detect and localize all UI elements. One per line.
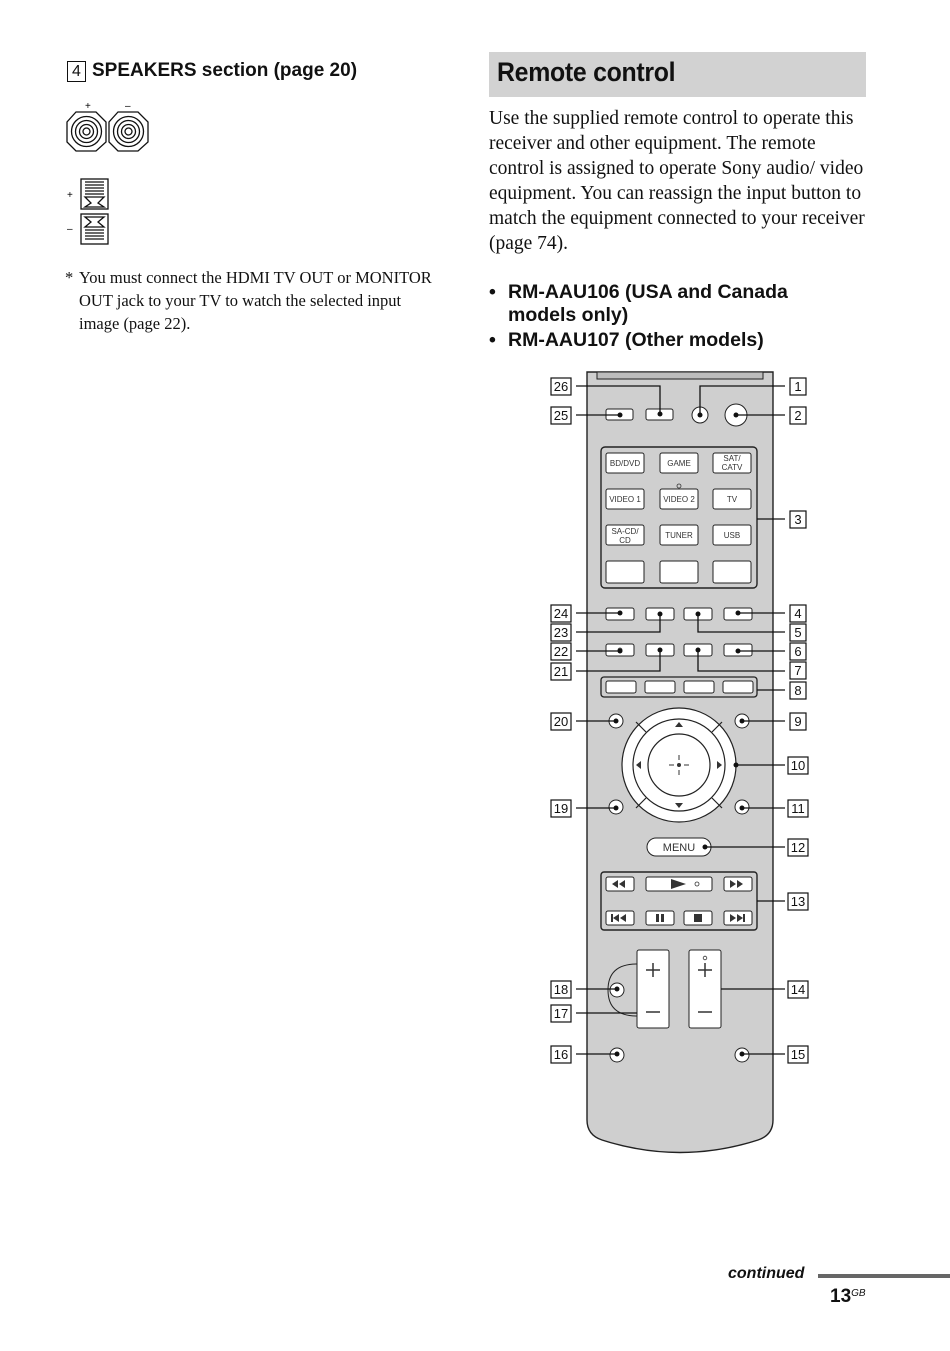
remote-control-illustration [540,360,820,1180]
footnote-text: You must connect the HDMI TV OUT or MONITOR OUT jack to your TV to watch the selected input image (page 22). [79,268,432,333]
footnote-mark: * [65,268,74,287]
callout-18: 18 [553,982,569,997]
model-text: RM-AAU106 (USA and Canada models only) [508,281,788,326]
input-label: VIDEO 1 [609,495,641,504]
callout-9: 9 [794,714,802,729]
section-title-bar [489,52,866,97]
section-number-box: 4 [67,61,86,82]
callout-24: 24 [553,606,569,621]
channel-rocker [689,950,721,1028]
minus-label-spring: – [67,224,73,235]
continued-rule [818,1274,950,1278]
input-label: SA-CD/ [611,527,639,536]
page-number [830,1286,866,1308]
callout-25: 25 [553,408,569,423]
page-number-value: 13 [830,1286,852,1307]
color-button [684,681,714,693]
callout-26: 26 [553,379,569,394]
callout-23: 23 [553,625,569,640]
callout-10: 10 [790,758,806,773]
speakers-section-heading [67,60,357,82]
callout-7: 7 [794,663,802,678]
callout-6: 6 [794,644,802,659]
menu-label: MENU [662,842,696,854]
input-label: USB [723,531,741,540]
callout-21: 21 [553,664,569,679]
callout-2: 2 [794,408,802,423]
minus-label: – [125,101,131,112]
callout-13: 13 [790,894,806,909]
blank-button [606,561,644,583]
model-list-item [489,281,828,327]
model-text: RM-AAU107 (Other models) [508,329,764,351]
callout-11: 11 [791,801,805,816]
bullet: • [489,281,496,303]
input-label: BD/DVD [609,459,641,468]
stop-icon [694,914,702,922]
blank-button [713,561,751,583]
callout-15: 15 [790,1047,806,1062]
page-suffix: GB [851,1288,866,1299]
footnote [65,266,440,335]
color-button [645,681,675,693]
section-heading-text: SPEAKERS section (page 20) [92,60,358,81]
callout-17: 17 [553,1006,569,1021]
pause-button [646,911,674,925]
speaker-terminals-illustration [64,100,164,250]
callout-14: 14 [790,982,806,997]
callout-22: 22 [553,644,569,659]
color-button [723,681,753,693]
spring-terminal-plus [81,179,108,209]
input-label: CATV [721,463,743,472]
callout-16: 16 [553,1047,569,1062]
blank-button [660,561,698,583]
callout-20: 20 [553,714,569,729]
input-label: VIDEO 2 [663,495,695,504]
callout-4: 4 [794,606,802,621]
input-label: GAME [667,459,691,468]
speaker-terminal-minus [109,112,148,151]
input-label: CD [619,536,631,545]
volume-rocker [637,950,669,1028]
callout-19: 19 [553,801,569,816]
model-list-item [489,329,828,352]
input-label: SAT/ [723,454,741,463]
spring-terminal-minus [81,214,108,244]
ir-window [597,372,763,379]
speaker-terminal-plus [67,112,106,151]
continued-label: continued [728,1265,805,1282]
section-title: Remote control [497,57,676,87]
callout-1: 1 [794,379,802,394]
intro-paragraph: Use the supplied remote control to operate this receiver and other equipment. The remote control is assigned to operate Sony audio/ video equipment. You can reassign the input button to match the equipment connected to your receiver (page 74). [489,108,865,254]
callout-8: 8 [794,683,802,698]
bullet: • [489,329,496,351]
callout-12: 12 [790,840,806,855]
callout-3: 3 [794,512,802,527]
color-button [606,681,636,693]
callout-5: 5 [794,625,802,640]
plus-label: + [85,101,91,112]
input-label: TV [726,495,738,504]
plus-label-spring: + [67,190,73,201]
input-label: TUNER [665,531,693,540]
